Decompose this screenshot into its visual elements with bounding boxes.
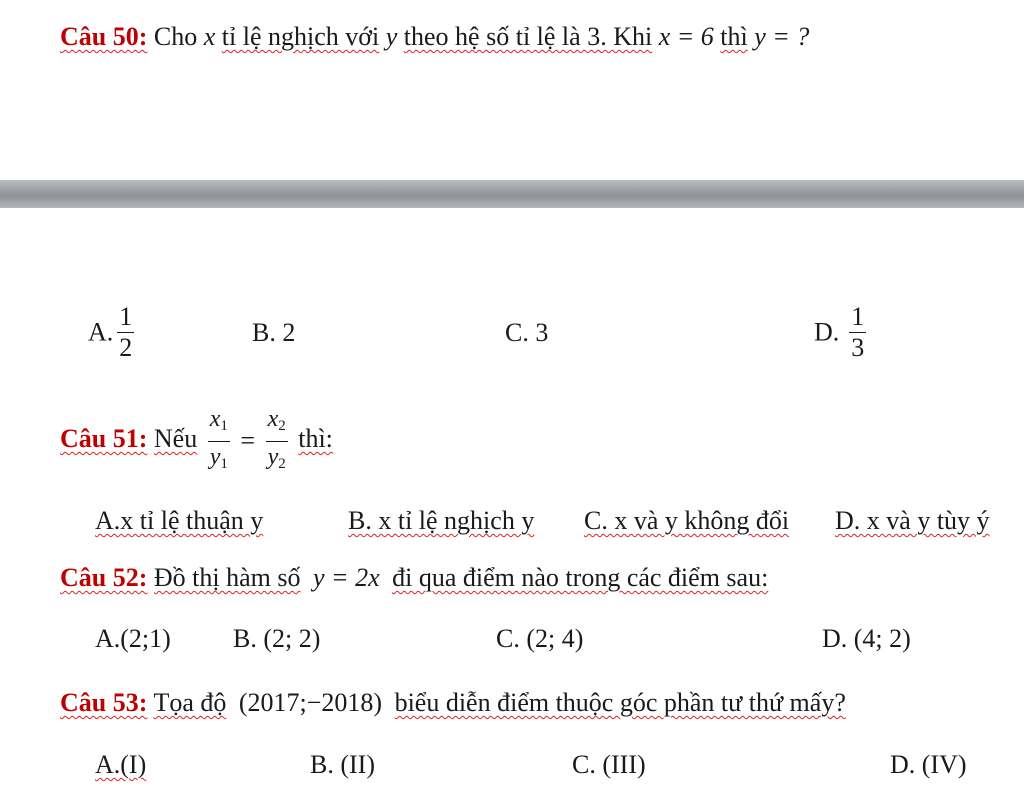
question-53-option-d: D. (IV) xyxy=(890,750,967,779)
question-52-function: y = 2x xyxy=(313,563,380,592)
option-a-label: A. xyxy=(88,317,114,347)
question-50-option-d xyxy=(814,302,870,363)
question-50-var-x: x xyxy=(203,22,216,51)
question-50-ask: y = ? xyxy=(754,22,810,51)
option-d-denominator: 3 xyxy=(851,333,865,362)
question-50-label: Câu 50: xyxy=(60,22,148,51)
fraction-2-denominator: y xyxy=(267,443,279,470)
question-50-option-a xyxy=(88,302,138,363)
option-d-label: D. xyxy=(814,317,840,347)
question-51-label: Câu 51: xyxy=(60,424,148,453)
option-d-numerator: 1 xyxy=(851,302,865,331)
question-53-label: Câu 53: xyxy=(60,688,148,717)
question-53 xyxy=(60,688,846,718)
question-51-option-c: C. x và y không đổi xyxy=(584,506,790,535)
question-50-var-y: y xyxy=(385,22,398,51)
question-52-option-b: B. (2; 2) xyxy=(233,624,321,653)
question-50-option-c: C. 3 xyxy=(505,318,549,347)
option-a-denominator: 2 xyxy=(119,333,133,362)
question-52-text-2: đi qua điểm nào trong các điểm sau: xyxy=(392,563,769,592)
question-50-text-1: Cho xyxy=(153,22,198,51)
question-52-option-c: C. (2; 4) xyxy=(496,624,584,653)
question-52-option-a: A.(2;1) xyxy=(95,624,171,653)
question-51-fraction-2 xyxy=(266,404,288,479)
question-53-option-b: B. (II) xyxy=(310,750,375,779)
fraction-2-denominator-sub: 2 xyxy=(278,455,286,472)
question-51-fraction-1 xyxy=(208,404,230,479)
question-53-option-c: C. (III) xyxy=(572,750,646,779)
question-50-condition: x = 6 xyxy=(658,22,714,51)
question-51-option-a: A.x tỉ lệ thuận y xyxy=(95,506,264,535)
question-53-point: (2017;−2018) xyxy=(238,688,383,717)
question-53-text-1: Tọa độ xyxy=(153,688,227,717)
fraction-2-numerator: x xyxy=(267,405,279,432)
option-a-fraction xyxy=(117,302,134,363)
question-50-option-b: B. 2 xyxy=(252,318,296,347)
question-51-text-1: Nếu xyxy=(153,424,198,453)
question-53-option-a: A.(I) xyxy=(95,750,147,779)
fraction-1-denominator: y xyxy=(209,443,221,470)
question-52 xyxy=(60,563,768,593)
question-51-text-2: thì: xyxy=(298,424,333,453)
fraction-1-numerator: x xyxy=(209,405,221,432)
question-52-text-1: Đồ thị hàm số xyxy=(153,563,301,592)
fraction-2-numerator-sub: 2 xyxy=(278,417,286,434)
question-50 xyxy=(60,22,809,52)
question-52-label: Câu 52: xyxy=(60,563,148,592)
question-50-text-3: theo hệ số tỉ lệ là 3. Khi xyxy=(403,22,653,51)
question-50-text-4: thì xyxy=(720,22,748,51)
option-a-numerator: 1 xyxy=(119,302,133,331)
option-d-fraction xyxy=(849,302,866,363)
question-51-option-d: D. x và y tùy ý xyxy=(835,506,990,535)
question-53-text-2: biểu diễn điểm thuộc góc phần tư thứ mấy? xyxy=(394,688,846,717)
question-51-option-b: B. x tỉ lệ nghịch y xyxy=(348,506,535,535)
separator-band xyxy=(0,180,1024,208)
question-51 xyxy=(60,403,333,479)
question-52-option-d: D. (4; 2) xyxy=(822,624,911,653)
fraction-1-denominator-sub: 1 xyxy=(220,455,228,472)
question-50-text-2: tỉ lệ nghịch với xyxy=(221,22,380,51)
fraction-1-numerator-sub: 1 xyxy=(220,417,228,434)
question-51-equals: = xyxy=(240,426,256,456)
